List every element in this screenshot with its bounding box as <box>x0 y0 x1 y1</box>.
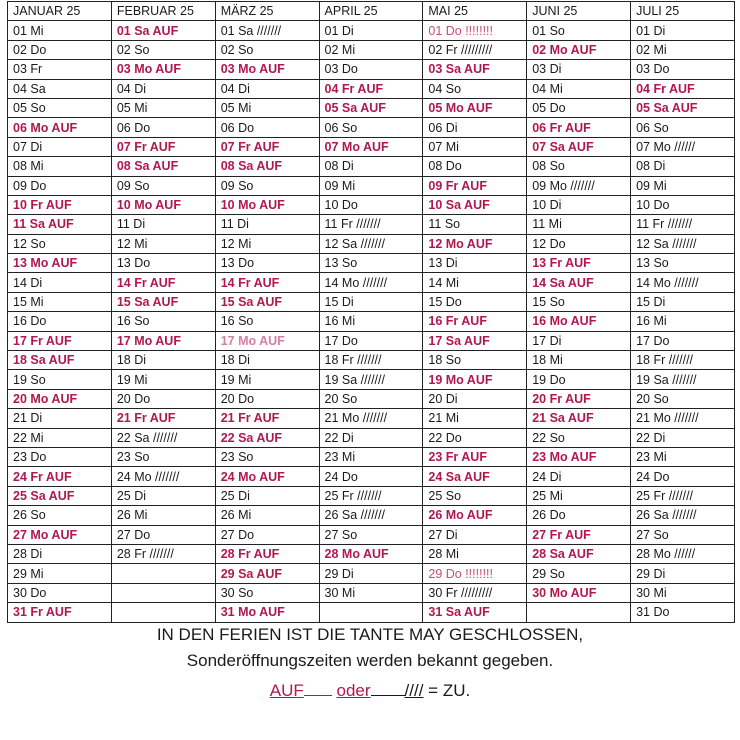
day-cell: 26 Mi <box>215 506 319 525</box>
day-cell: 27 Di <box>423 525 527 544</box>
day-row <box>8 506 735 525</box>
month-header: MAI 25 <box>423 2 527 21</box>
day-cell: 01 Di <box>631 21 735 40</box>
day-cell: 07 Fr AUF <box>111 137 215 156</box>
day-cell: 02 So <box>215 40 319 59</box>
day-cell: 22 Sa /////// <box>111 428 215 447</box>
day-cell: 25 Sa AUF <box>8 486 112 505</box>
day-cell: 03 Do <box>631 60 735 79</box>
day-row <box>8 118 735 137</box>
day-cell: 14 Fr AUF <box>111 273 215 292</box>
day-cell: 07 Fr AUF <box>215 137 319 156</box>
legend-underline-gap <box>304 681 332 696</box>
day-cell: 28 Mi <box>423 544 527 563</box>
day-cell: 12 Mi <box>215 234 319 253</box>
day-cell: 10 Di <box>527 195 631 214</box>
day-cell: 30 So <box>215 583 319 602</box>
legend-slashes: //// <box>404 681 424 700</box>
day-cell: 09 So <box>215 176 319 195</box>
day-cell: 12 Do <box>527 234 631 253</box>
day-cell: 10 Mo AUF <box>111 195 215 214</box>
day-cell: 08 Do <box>423 157 527 176</box>
day-cell: 25 So <box>423 486 527 505</box>
day-cell: 11 Di <box>111 215 215 234</box>
day-cell: 23 Mi <box>319 447 423 466</box>
day-cell: 13 Di <box>423 254 527 273</box>
day-cell: 28 Fr /////// <box>111 544 215 563</box>
month-header: JULI 25 <box>631 2 735 21</box>
day-cell: 18 Fr /////// <box>631 351 735 370</box>
day-cell: 13 Mo AUF <box>8 254 112 273</box>
day-cell: 03 Mo AUF <box>111 60 215 79</box>
day-cell: 04 Sa <box>8 79 112 98</box>
day-cell: 09 Do <box>8 176 112 195</box>
day-cell: 05 Mi <box>215 98 319 117</box>
day-cell: 28 Fr AUF <box>215 544 319 563</box>
month-header: APRIL 25 <box>319 2 423 21</box>
day-cell: 26 So <box>8 506 112 525</box>
day-cell: 12 So <box>8 234 112 253</box>
day-cell: 26 Mo AUF <box>423 506 527 525</box>
day-cell: 31 Sa AUF <box>423 603 527 622</box>
day-cell: 29 Di <box>319 564 423 583</box>
day-cell: 13 Fr AUF <box>527 254 631 273</box>
day-cell: 11 Sa AUF <box>8 215 112 234</box>
day-cell: 23 So <box>111 447 215 466</box>
day-cell: 01 Do !!!!!!!! <box>423 21 527 40</box>
day-cell: 12 Sa /////// <box>319 234 423 253</box>
day-cell: 25 Fr /////// <box>319 486 423 505</box>
day-cell: 06 Do <box>111 118 215 137</box>
day-cell: 05 Mi <box>111 98 215 117</box>
day-row <box>8 331 735 350</box>
day-row <box>8 389 735 408</box>
day-cell: 04 Di <box>111 79 215 98</box>
day-row <box>8 137 735 156</box>
day-cell: 30 Fr ///////// <box>423 583 527 602</box>
day-cell: 08 Sa AUF <box>215 157 319 176</box>
legend-auf-label: AUF <box>269 681 304 700</box>
day-cell: 13 So <box>319 254 423 273</box>
day-cell: 15 Sa AUF <box>111 292 215 311</box>
day-cell: 19 Mi <box>215 370 319 389</box>
day-cell: 16 So <box>111 312 215 331</box>
day-cell: 03 Sa AUF <box>423 60 527 79</box>
day-cell: 20 Do <box>215 389 319 408</box>
day-cell: 31 Fr AUF <box>8 603 112 622</box>
day-cell: 01 Sa /////// <box>215 21 319 40</box>
holiday-closed-notice: IN DEN FERIEN IST DIE TANTE MAY GESCHLOSSEN, <box>156 625 584 644</box>
day-cell: 02 Do <box>8 40 112 59</box>
day-cell: 26 Mi <box>111 506 215 525</box>
day-cell: 27 Fr AUF <box>527 525 631 544</box>
day-cell: 24 Mo AUF <box>215 467 319 486</box>
day-cell: 14 Sa AUF <box>527 273 631 292</box>
day-cell: 17 Mo AUF <box>111 331 215 350</box>
day-cell: 10 Sa AUF <box>423 195 527 214</box>
day-cell: 01 Mi <box>8 21 112 40</box>
day-cell: 02 Fr ///////// <box>423 40 527 59</box>
day-cell: 06 Fr AUF <box>527 118 631 137</box>
day-cell: 08 Di <box>631 157 735 176</box>
day-cell <box>111 583 215 602</box>
day-cell: 08 So <box>527 157 631 176</box>
day-row <box>8 312 735 331</box>
day-cell: 18 Di <box>215 351 319 370</box>
day-cell: 28 Mo AUF <box>319 544 423 563</box>
day-cell: 16 Mi <box>631 312 735 331</box>
day-cell: 04 Fr AUF <box>631 79 735 98</box>
day-cell: 27 Mo AUF <box>8 525 112 544</box>
day-row <box>8 370 735 389</box>
day-row <box>8 79 735 98</box>
day-cell: 16 Mo AUF <box>527 312 631 331</box>
day-cell: 15 Sa AUF <box>215 292 319 311</box>
legend <box>0 676 740 706</box>
day-cell: 27 So <box>631 525 735 544</box>
day-cell: 18 Di <box>111 351 215 370</box>
day-cell: 20 Fr AUF <box>527 389 631 408</box>
day-cell: 05 Mo AUF <box>423 98 527 117</box>
day-cell: 06 So <box>631 118 735 137</box>
day-cell: 18 Mi <box>527 351 631 370</box>
day-cell: 09 Mi <box>319 176 423 195</box>
day-cell: 26 Sa /////// <box>319 506 423 525</box>
day-cell: 11 Fr /////// <box>631 215 735 234</box>
day-cell: 27 So <box>319 525 423 544</box>
footer-notice <box>0 622 740 706</box>
day-cell: 07 Di <box>8 137 112 156</box>
day-cell: 03 Di <box>527 60 631 79</box>
calendar-body <box>8 21 735 622</box>
day-cell: 27 Do <box>111 525 215 544</box>
day-cell: 15 Di <box>319 292 423 311</box>
day-cell: 16 So <box>215 312 319 331</box>
day-row <box>8 583 735 602</box>
day-cell: 21 Di <box>8 409 112 428</box>
day-cell: 04 Fr AUF <box>319 79 423 98</box>
day-cell: 18 Fr /////// <box>319 351 423 370</box>
day-row <box>8 98 735 117</box>
day-cell: 17 Sa AUF <box>423 331 527 350</box>
day-cell: 21 Fr AUF <box>215 409 319 428</box>
day-cell: 06 Di <box>423 118 527 137</box>
day-cell: 08 Di <box>319 157 423 176</box>
day-cell: 14 Mo /////// <box>631 273 735 292</box>
day-cell: 25 Di <box>215 486 319 505</box>
day-cell: 24 Do <box>319 467 423 486</box>
day-cell: 16 Do <box>8 312 112 331</box>
day-row <box>8 60 735 79</box>
day-row <box>8 525 735 544</box>
calendar-table <box>7 1 735 623</box>
day-cell: 16 Fr AUF <box>423 312 527 331</box>
day-cell: 14 Di <box>8 273 112 292</box>
day-cell: 19 Do <box>527 370 631 389</box>
day-cell: 24 Mo /////// <box>111 467 215 486</box>
day-cell: 09 Mo /////// <box>527 176 631 195</box>
day-cell <box>111 603 215 622</box>
day-cell: 27 Do <box>215 525 319 544</box>
day-cell: 11 Mi <box>527 215 631 234</box>
day-cell: 16 Mi <box>319 312 423 331</box>
day-cell: 18 Sa AUF <box>8 351 112 370</box>
day-cell: 06 Do <box>215 118 319 137</box>
day-cell: 13 So <box>631 254 735 273</box>
day-row <box>8 195 735 214</box>
day-row <box>8 254 735 273</box>
day-cell: 05 Sa AUF <box>631 98 735 117</box>
day-cell: 08 Sa AUF <box>111 157 215 176</box>
legend-zu-label: = ZU. <box>423 681 471 700</box>
day-cell: 20 So <box>319 389 423 408</box>
day-cell: 14 Mi <box>423 273 527 292</box>
day-cell: 31 Do <box>631 603 735 622</box>
day-cell: 10 Do <box>631 195 735 214</box>
day-cell: 11 So <box>423 215 527 234</box>
day-cell: 19 So <box>8 370 112 389</box>
day-cell: 23 Mo AUF <box>527 447 631 466</box>
day-cell: 21 Mo /////// <box>319 409 423 428</box>
month-header-row <box>8 2 735 21</box>
day-cell: 30 Mi <box>631 583 735 602</box>
day-cell: 03 Do <box>319 60 423 79</box>
month-header: JUNI 25 <box>527 2 631 21</box>
day-cell: 10 Mo AUF <box>215 195 319 214</box>
day-cell: 29 Sa AUF <box>215 564 319 583</box>
day-cell: 24 Fr AUF <box>8 467 112 486</box>
day-cell: 05 So <box>8 98 112 117</box>
day-cell: 20 So <box>631 389 735 408</box>
day-cell: 18 So <box>423 351 527 370</box>
month-header: JANUAR 25 <box>8 2 112 21</box>
day-cell: 20 Do <box>111 389 215 408</box>
day-row <box>8 273 735 292</box>
day-cell: 15 Di <box>631 292 735 311</box>
day-cell: 11 Di <box>215 215 319 234</box>
day-cell: 02 Mi <box>319 40 423 59</box>
day-cell: 17 Mo AUF <box>215 331 319 350</box>
day-cell: 02 Mo AUF <box>527 40 631 59</box>
day-cell: 02 So <box>111 40 215 59</box>
day-row <box>8 428 735 447</box>
day-row <box>8 564 735 583</box>
legend-underline-gap-2 <box>371 681 405 696</box>
day-cell: 07 Mi <box>423 137 527 156</box>
day-cell: 12 Mi <box>111 234 215 253</box>
day-cell: 20 Di <box>423 389 527 408</box>
day-row <box>8 292 735 311</box>
day-cell: 09 So <box>111 176 215 195</box>
day-cell: 20 Mo AUF <box>8 389 112 408</box>
special-hours-notice: Sonderöffnungszeiten werden bekannt gegeben. <box>186 651 554 670</box>
day-cell: 26 Sa /////// <box>631 506 735 525</box>
day-cell: 09 Fr AUF <box>423 176 527 195</box>
day-cell: 03 Fr <box>8 60 112 79</box>
day-cell: 22 Di <box>631 428 735 447</box>
day-cell: 22 Do <box>423 428 527 447</box>
day-cell: 07 Mo AUF <box>319 137 423 156</box>
day-cell: 06 Mo AUF <box>8 118 112 137</box>
day-cell: 23 Do <box>8 447 112 466</box>
day-cell: 07 Sa AUF <box>527 137 631 156</box>
day-cell: 10 Do <box>319 195 423 214</box>
day-cell: 04 Mi <box>527 79 631 98</box>
day-cell: 10 Fr AUF <box>8 195 112 214</box>
day-cell: 28 Di <box>8 544 112 563</box>
day-row <box>8 603 735 622</box>
day-row <box>8 157 735 176</box>
day-cell: 19 Sa /////// <box>631 370 735 389</box>
day-cell: 25 Di <box>111 486 215 505</box>
day-cell: 03 Mo AUF <box>215 60 319 79</box>
day-cell: 01 Sa AUF <box>111 21 215 40</box>
day-cell: 30 Mi <box>319 583 423 602</box>
day-cell: 14 Fr AUF <box>215 273 319 292</box>
day-cell: 17 Do <box>631 331 735 350</box>
day-row <box>8 351 735 370</box>
day-cell: 21 Sa AUF <box>527 409 631 428</box>
day-cell <box>527 603 631 622</box>
day-cell <box>111 564 215 583</box>
day-cell: 23 Fr AUF <box>423 447 527 466</box>
day-cell: 13 Do <box>111 254 215 273</box>
day-cell: 23 Mi <box>631 447 735 466</box>
day-cell: 05 Do <box>527 98 631 117</box>
day-cell: 15 Do <box>423 292 527 311</box>
day-cell: 02 Mi <box>631 40 735 59</box>
day-cell: 30 Do <box>8 583 112 602</box>
day-cell: 22 So <box>527 428 631 447</box>
day-cell: 12 Sa /////// <box>631 234 735 253</box>
day-cell: 24 Do <box>631 467 735 486</box>
day-cell: 25 Mi <box>527 486 631 505</box>
day-cell: 30 Mo AUF <box>527 583 631 602</box>
day-cell: 21 Mo /////// <box>631 409 735 428</box>
day-cell: 08 Mi <box>8 157 112 176</box>
day-row <box>8 467 735 486</box>
day-cell: 29 Do !!!!!!!! <box>423 564 527 583</box>
day-cell: 28 Mo ////// <box>631 544 735 563</box>
month-header: MÄRZ 25 <box>215 2 319 21</box>
day-cell: 01 So <box>527 21 631 40</box>
day-cell: 05 Sa AUF <box>319 98 423 117</box>
month-header: FEBRUAR 25 <box>111 2 215 21</box>
day-cell: 04 So <box>423 79 527 98</box>
day-row <box>8 40 735 59</box>
legend-oder-label: oder <box>336 681 371 700</box>
day-cell: 22 Sa AUF <box>215 428 319 447</box>
day-cell: 22 Di <box>319 428 423 447</box>
day-cell: 21 Mi <box>423 409 527 428</box>
day-cell: 09 Mi <box>631 176 735 195</box>
day-row <box>8 21 735 40</box>
day-cell: 31 Mo AUF <box>215 603 319 622</box>
day-cell: 26 Do <box>527 506 631 525</box>
day-cell: 24 Sa AUF <box>423 467 527 486</box>
day-cell: 19 Sa /////// <box>319 370 423 389</box>
day-cell: 21 Fr AUF <box>111 409 215 428</box>
day-cell: 29 So <box>527 564 631 583</box>
day-row <box>8 544 735 563</box>
day-cell: 22 Mi <box>8 428 112 447</box>
day-cell: 15 Mi <box>8 292 112 311</box>
day-cell: 12 Mo AUF <box>423 234 527 253</box>
day-cell: 23 So <box>215 447 319 466</box>
day-cell: 28 Sa AUF <box>527 544 631 563</box>
day-cell: 17 Do <box>319 331 423 350</box>
day-cell: 24 Di <box>527 467 631 486</box>
day-row <box>8 486 735 505</box>
day-cell: 19 Mo AUF <box>423 370 527 389</box>
day-row <box>8 215 735 234</box>
day-cell: 01 Di <box>319 21 423 40</box>
day-cell: 07 Mo ////// <box>631 137 735 156</box>
day-cell: 17 Fr AUF <box>8 331 112 350</box>
day-cell: 04 Di <box>215 79 319 98</box>
day-cell: 13 Do <box>215 254 319 273</box>
day-cell: 14 Mo /////// <box>319 273 423 292</box>
day-row <box>8 409 735 428</box>
day-cell <box>319 603 423 622</box>
day-cell: 29 Mi <box>8 564 112 583</box>
day-cell: 17 Di <box>527 331 631 350</box>
day-cell: 25 Fr /////// <box>631 486 735 505</box>
day-cell: 15 So <box>527 292 631 311</box>
day-row <box>8 234 735 253</box>
day-row <box>8 176 735 195</box>
day-row <box>8 447 735 466</box>
day-cell: 19 Mi <box>111 370 215 389</box>
day-cell: 29 Di <box>631 564 735 583</box>
day-cell: 06 So <box>319 118 423 137</box>
day-cell: 11 Fr /////// <box>319 215 423 234</box>
